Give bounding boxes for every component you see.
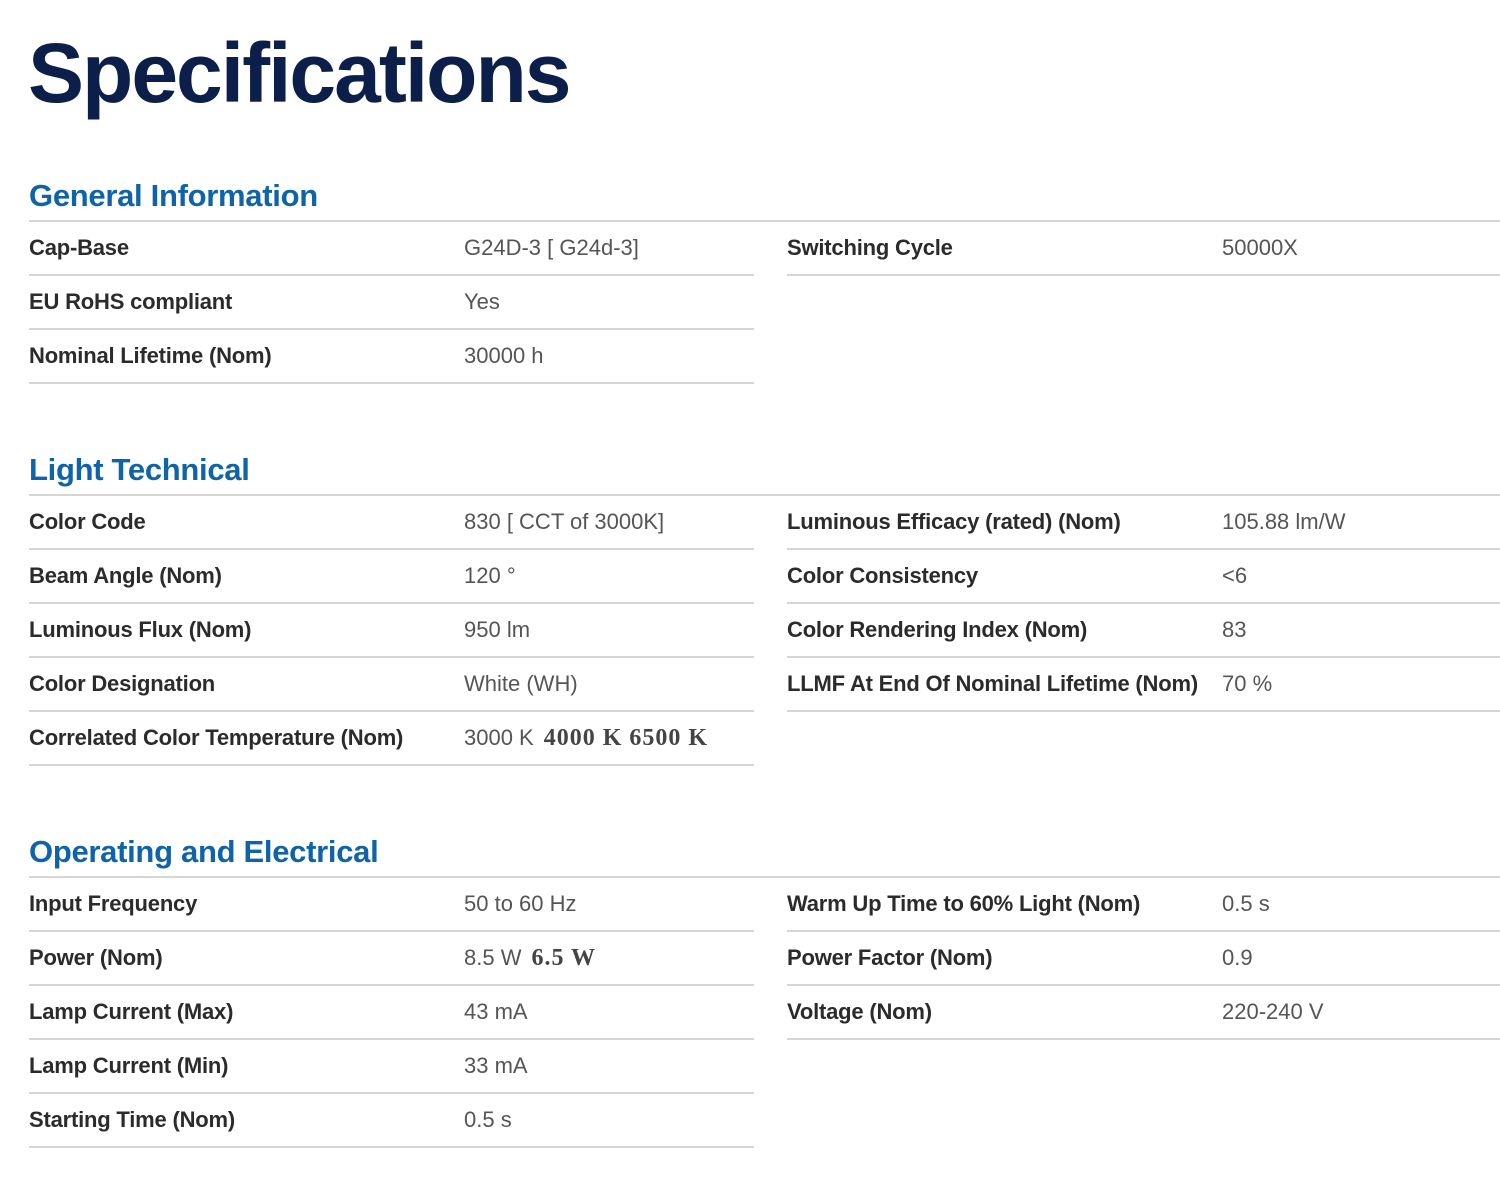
spec-section [29, 450, 1500, 751]
spec-value-text: 950 lm [464, 617, 531, 642]
spec-row [29, 604, 754, 658]
spec-value [464, 712, 708, 764]
spec-label: Beam Angle (Nom) [29, 563, 222, 588]
spec-value [464, 604, 540, 656]
spec-value-text: 105.88 lm/W [1222, 509, 1346, 534]
spec-value [464, 932, 596, 984]
spec-value-text: 50000X [1222, 235, 1298, 260]
page-title: Specifications [28, 26, 570, 120]
section-title: Light Technical [29, 452, 250, 487]
spec-value [464, 1094, 522, 1146]
spec-row [787, 658, 1500, 712]
spec-label: Color Code [29, 509, 146, 534]
spec-row [787, 496, 1500, 550]
spec-label: Voltage (Nom) [787, 999, 932, 1024]
spec-row [29, 496, 754, 550]
spec-value-text: 120 ° [464, 563, 516, 588]
spec-row [29, 658, 754, 712]
spec-value-text: 83 [1222, 617, 1247, 642]
spec-value [1222, 604, 1256, 656]
spec-label: Nominal Lifetime (Nom) [29, 343, 272, 368]
spec-row [787, 550, 1500, 604]
spec-row [787, 878, 1500, 932]
spec-row [787, 604, 1500, 658]
spec-value [1222, 222, 1308, 274]
section-title: Operating and Electrical [29, 834, 379, 869]
spec-row [29, 986, 754, 1040]
spec-row [29, 276, 754, 330]
spec-label: Lamp Current (Min) [29, 1053, 229, 1078]
spec-row [29, 932, 754, 986]
spec-value [1222, 550, 1257, 602]
spec-label: Warm Up Time to 60% Light (Nom) [787, 891, 1141, 916]
spec-row [29, 712, 754, 766]
spec-value [1222, 496, 1356, 548]
spec-label: LLMF At End Of Nominal Lifetime (Nom) [787, 671, 1198, 696]
spec-value [464, 330, 554, 382]
spec-value [1222, 932, 1263, 984]
spec-label: Color Consistency [787, 563, 978, 588]
spec-value-text: 830 [ CCT of 3000K] [464, 509, 665, 534]
spec-value-text: G24D-3 [ G24d-3] [464, 235, 639, 260]
spec-label: Switching Cycle [787, 235, 953, 260]
spec-row [787, 986, 1500, 1040]
spec-value-text: 3000 K [464, 725, 534, 750]
spec-label: Color Designation [29, 671, 216, 696]
spec-value-text: White (WH) [464, 671, 578, 696]
spec-column-right [787, 878, 1500, 1040]
spec-label: Luminous Efficacy (rated) (Nom) [787, 509, 1121, 534]
spec-value-text: 30000 h [464, 343, 544, 368]
section-title: General Information [29, 178, 318, 213]
spec-value [464, 1040, 538, 1092]
spec-label: Power Factor (Nom) [787, 945, 993, 970]
spec-label: Correlated Color Temperature (Nom) [29, 725, 404, 750]
spec-value [464, 658, 588, 710]
spec-label: Luminous Flux (Nom) [29, 617, 252, 642]
spec-label: Starting Time (Nom) [29, 1107, 236, 1132]
spec-value [1222, 658, 1282, 710]
spec-value [464, 222, 649, 274]
spec-value-extra: 6.5 W [531, 945, 597, 971]
spec-value [1222, 878, 1280, 930]
spec-value-text: 43 mA [464, 999, 528, 1024]
spec-column-left [29, 222, 754, 384]
spec-value-text: 0.5 s [464, 1107, 512, 1132]
spec-value [464, 276, 510, 328]
spec-value [1222, 986, 1334, 1038]
spec-value-text: 0.9 [1222, 945, 1253, 970]
spec-row [787, 222, 1500, 276]
spec-value-text: 70 % [1222, 671, 1273, 696]
spec-value [464, 986, 538, 1038]
spec-row [29, 1040, 754, 1094]
spec-value-text: 220-240 V [1222, 999, 1324, 1024]
spec-column-right [787, 496, 1500, 712]
spec-row [29, 550, 754, 604]
spec-value-text: <6 [1222, 563, 1248, 588]
spec-column-left [29, 496, 754, 766]
spec-row [29, 222, 754, 276]
spec-section [29, 176, 1500, 368]
spec-value-text: 8.5 W [464, 945, 522, 970]
spec-label: Color Rendering Index (Nom) [787, 617, 1088, 642]
spec-value-text: 33 mA [464, 1053, 528, 1078]
spec-label: EU RoHS compliant [29, 289, 233, 314]
spec-value [464, 496, 674, 548]
spec-row [29, 1094, 754, 1148]
spec-value-extra: 4000 K 6500 K [543, 725, 709, 751]
spec-section [29, 832, 1500, 1132]
spec-value [464, 550, 526, 602]
spec-label: Input Frequency [29, 891, 198, 916]
spec-row [787, 932, 1500, 986]
spec-value-text: 50 to 60 Hz [464, 891, 577, 916]
spec-value [464, 878, 587, 930]
spec-label: Cap-Base [29, 235, 129, 260]
spec-column-left [29, 878, 754, 1148]
spec-row [29, 878, 754, 932]
spec-row [29, 330, 754, 384]
spec-value-text: 0.5 s [1222, 891, 1270, 916]
spec-value-text: Yes [464, 289, 500, 314]
spec-label: Lamp Current (Max) [29, 999, 234, 1024]
spec-column-right [787, 222, 1500, 276]
spec-label: Power (Nom) [29, 945, 163, 970]
